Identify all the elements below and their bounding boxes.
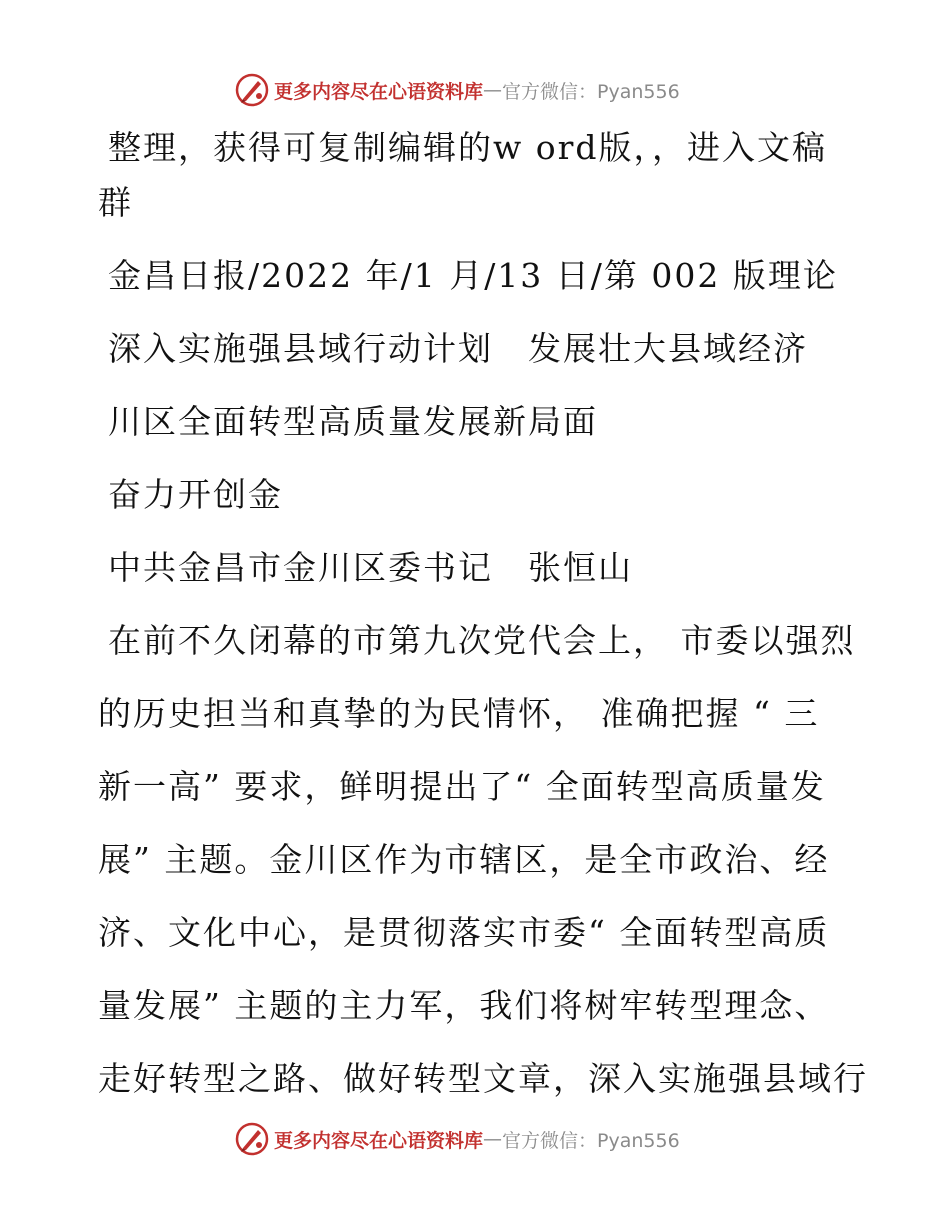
quill-pen-logo-icon	[234, 72, 270, 108]
paragraph-line: 新一高” 要求，鲜明提出了“ 全面转型高质量发	[98, 767, 826, 806]
article-title-line: 奋力开创金	[108, 475, 283, 514]
paragraph-line: 的历史担当和真挚的为民情怀， 准确把握 “ 三	[98, 694, 820, 733]
author-line: 中共金昌市金川区委书记 张恒山	[108, 548, 633, 587]
banner-title: 更多内容尽在心语资料库	[274, 80, 484, 103]
footer-banner[interactable]	[234, 1119, 734, 1159]
paragraph-line: 展” 主题。金川区作为市辖区，是全市政治、经	[98, 840, 830, 879]
document-body	[98, 120, 868, 1106]
article-title-line: 深入实施强县域行动计划 发展壮大县域经济	[108, 329, 808, 368]
intro-line: 整理，获得可复制编辑的w ord版，，进入文稿	[108, 128, 828, 167]
paragraph-line: 在前不久闭幕的市第九次党代会上， 市委以强烈	[108, 621, 856, 660]
quill-pen-logo-icon	[234, 1121, 270, 1157]
paragraph-line: 济、文化中心，是贯彻落实市委“ 全面转型高质	[98, 913, 830, 952]
banner-wechat: 官方微信：Pyan556	[502, 1129, 680, 1152]
banner-dash: —	[483, 1128, 503, 1150]
paragraph-line: 量发展” 主题的主力军，我们将树牢转型理念、	[98, 986, 830, 1025]
banner-wechat: 官方微信：Pyan556	[502, 80, 680, 103]
article-title-line: 川区全面转型高质量发展新局面	[108, 402, 598, 441]
banner-dash: —	[483, 79, 503, 101]
source-line: 金昌日报/2022 年/1 月/13 日/第 002 版理论	[108, 256, 838, 295]
paragraph-line: 走好转型之路、做好转型文章，深入实施强县域行	[98, 1059, 868, 1098]
header-banner[interactable]	[234, 70, 734, 110]
intro-line: 群	[98, 183, 133, 222]
banner-title: 更多内容尽在心语资料库	[274, 1129, 484, 1152]
